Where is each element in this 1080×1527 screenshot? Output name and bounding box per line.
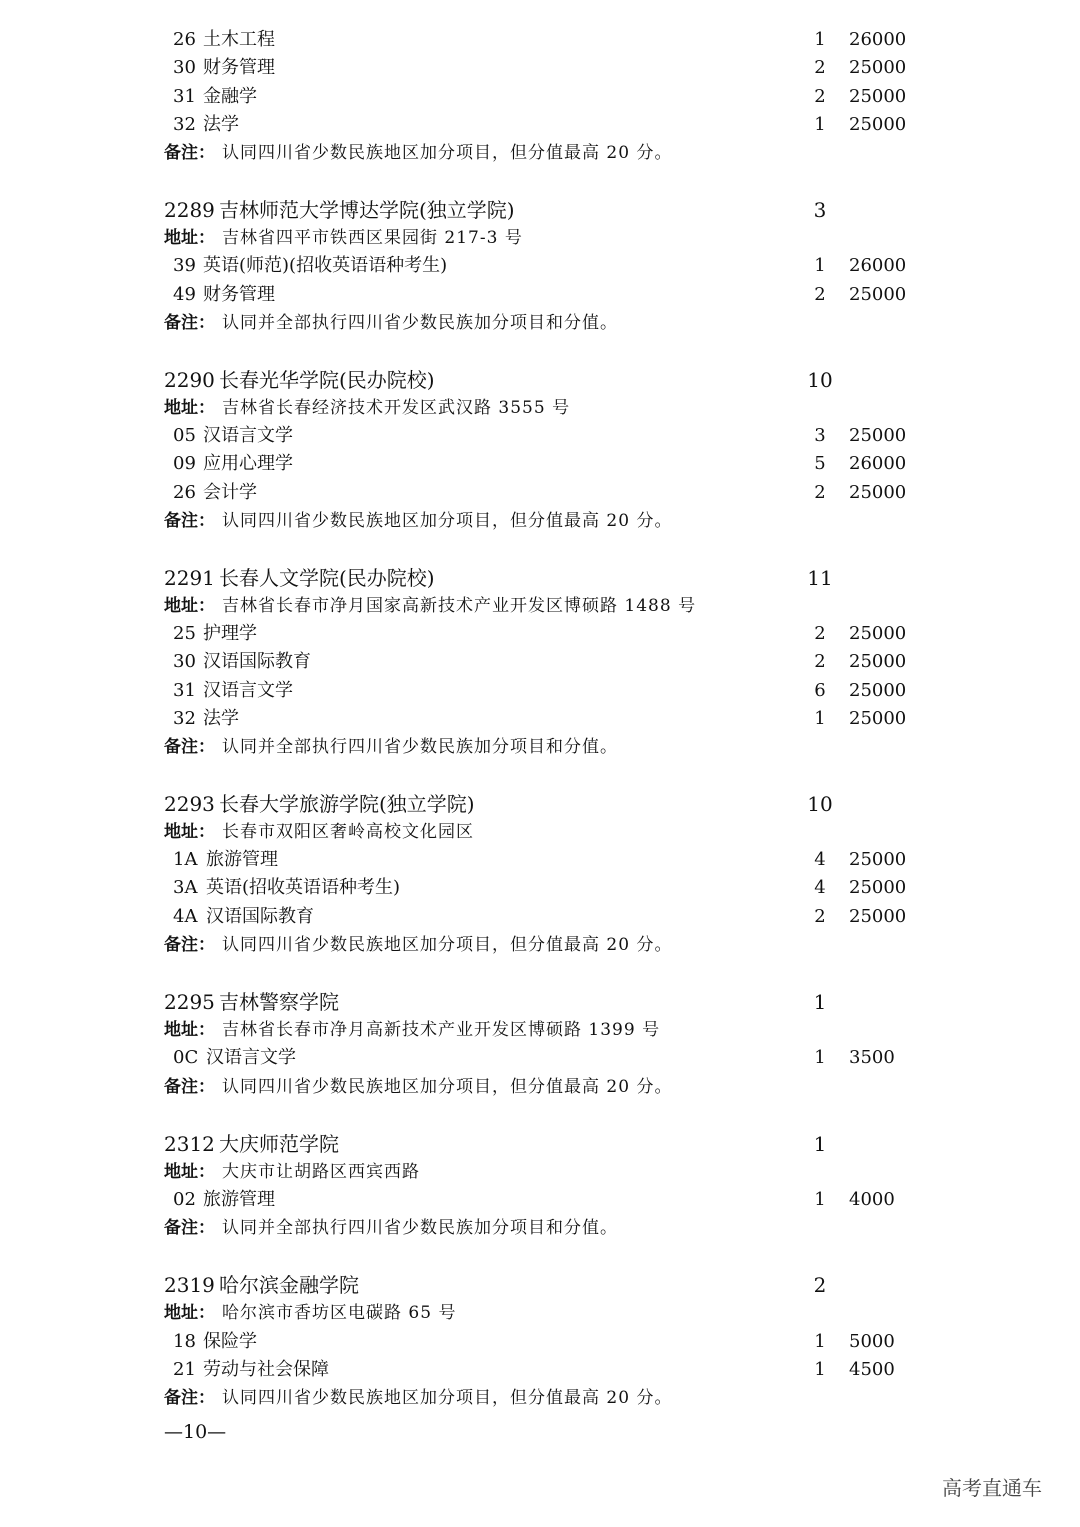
- remark-label: 备注：: [164, 1077, 215, 1097]
- major-row: [0, 648, 1080, 676]
- major-row: [0, 677, 1080, 705]
- remark-label: 备注：: [164, 1218, 215, 1238]
- major-plan: 3: [814, 425, 826, 446]
- remark-row: [0, 507, 1080, 535]
- address-label: 地址：: [164, 1303, 215, 1323]
- institution-header: [0, 196, 1080, 224]
- watermark: 高考直通车: [942, 1476, 1042, 1500]
- major-name: 财务管理: [203, 57, 275, 78]
- major-row: [0, 111, 1080, 139]
- major-name: 汉语言文学: [206, 1047, 296, 1068]
- major-code: 26: [173, 482, 196, 503]
- address-text: 吉林省长春市净月国家高新技术产业开发区博硕路 1488 号: [222, 596, 697, 616]
- major-fee: 25000: [849, 906, 907, 927]
- major-code: 05: [173, 425, 196, 446]
- major-row: [0, 1186, 1080, 1214]
- remark-text: 认同四川省少数民族地区加分项目，但分值最高 20 分。: [222, 1388, 673, 1408]
- major-code: 09: [173, 453, 196, 474]
- major-name: 英语(招收英语语种考生): [206, 877, 401, 898]
- major-fee: 25000: [849, 708, 907, 729]
- major-code: 02: [173, 1189, 196, 1210]
- major-plan: 2: [814, 906, 826, 927]
- address-label: 地址：: [164, 1020, 215, 1040]
- institution-name: 长春光华学院(民办院校): [219, 368, 435, 392]
- major-row: [0, 1328, 1080, 1356]
- major-code: 30: [173, 651, 196, 672]
- address-row: [0, 592, 1080, 620]
- major-fee: 4500: [849, 1359, 895, 1380]
- major-fee: 25000: [849, 623, 907, 644]
- major-name: 旅游管理: [206, 849, 278, 870]
- address-row: [0, 394, 1080, 422]
- institution-name: 哈尔滨金融学院: [219, 1273, 359, 1297]
- major-row: [0, 874, 1080, 902]
- institution-plan: 11: [807, 566, 833, 590]
- major-name: 汉语国际教育: [203, 651, 311, 672]
- institution-code: 2289: [164, 198, 215, 222]
- major-fee: 26000: [849, 255, 907, 276]
- remark-text: 认同并全部执行四川省少数民族加分项目和分值。: [222, 313, 618, 333]
- major-fee: 25000: [849, 680, 907, 701]
- institution-name: 大庆师范学院: [219, 1132, 339, 1156]
- major-name: 英语(师范)(招收英语语种考生): [203, 255, 448, 276]
- remark-text: 认同四川省少数民族地区加分项目，但分值最高 20 分。: [222, 511, 673, 531]
- major-code: 4A: [173, 906, 198, 927]
- remark-text: 认同四川省少数民族地区加分项目，但分值最高 20 分。: [222, 935, 673, 955]
- major-name: 汉语国际教育: [206, 906, 314, 927]
- institution-header: [0, 790, 1080, 818]
- address-text: 吉林省长春市净月高新技术产业开发区博硕路 1399 号: [222, 1020, 661, 1040]
- address-label: 地址：: [164, 228, 215, 248]
- major-plan: 2: [814, 86, 826, 107]
- major-code: 0C: [173, 1047, 199, 1068]
- remark-text: 认同四川省少数民族地区加分项目，但分值最高 20 分。: [222, 1077, 673, 1097]
- institution-plan: 3: [813, 198, 827, 222]
- major-name: 汉语言文学: [203, 680, 293, 701]
- major-row: [0, 1356, 1080, 1384]
- major-name: 法学: [203, 708, 239, 729]
- major-plan: 6: [814, 680, 826, 701]
- remark-row: [0, 1384, 1080, 1412]
- major-code: 21: [173, 1359, 196, 1380]
- major-plan: 1: [814, 29, 826, 50]
- remark-row: [0, 139, 1080, 167]
- remark-row: [0, 1214, 1080, 1242]
- major-fee: 25000: [849, 114, 907, 135]
- remark-text: 认同并全部执行四川省少数民族加分项目和分值。: [222, 1218, 618, 1238]
- major-row: [0, 26, 1080, 54]
- major-row: [0, 705, 1080, 733]
- major-fee: 25000: [849, 425, 907, 446]
- major-plan: 5: [814, 453, 826, 474]
- institution-plan: 2: [813, 1273, 827, 1297]
- major-plan: 4: [814, 877, 826, 898]
- major-plan: 2: [814, 651, 826, 672]
- remark-label: 备注：: [164, 737, 215, 757]
- institution-header: [0, 1130, 1080, 1158]
- page-number: —10—: [164, 1421, 227, 1443]
- major-code: 3A: [173, 877, 198, 898]
- major-name: 护理学: [203, 623, 257, 644]
- institution-code: 2291: [164, 566, 215, 590]
- major-plan: 4: [814, 849, 826, 870]
- major-row: [0, 83, 1080, 111]
- major-row: [0, 1044, 1080, 1072]
- institution-code: 2290: [164, 368, 215, 392]
- institution-header: [0, 988, 1080, 1016]
- major-fee: 25000: [849, 482, 907, 503]
- major-fee: 25000: [849, 877, 907, 898]
- address-row: [0, 1299, 1080, 1327]
- address-label: 地址：: [164, 1162, 215, 1182]
- major-code: 32: [173, 114, 196, 135]
- major-code: 18: [173, 1331, 196, 1352]
- remark-label: 备注：: [164, 1388, 215, 1408]
- institution-code: 2293: [164, 792, 215, 816]
- remark-row: [0, 733, 1080, 761]
- major-row: [0, 252, 1080, 280]
- major-plan: 1: [814, 1331, 826, 1352]
- major-name: 旅游管理: [203, 1189, 275, 1210]
- institution-code: 2319: [164, 1273, 215, 1297]
- address-row: [0, 224, 1080, 252]
- major-plan: 1: [814, 1189, 826, 1210]
- major-row: [0, 479, 1080, 507]
- address-row: [0, 1158, 1080, 1186]
- major-fee: 26000: [849, 453, 907, 474]
- major-plan: 1: [814, 255, 826, 276]
- remark-text: 认同四川省少数民族地区加分项目，但分值最高 20 分。: [222, 143, 673, 163]
- major-fee: 5000: [849, 1331, 895, 1352]
- institution-plan: 10: [807, 368, 833, 392]
- institution-name: 长春大学旅游学院(独立学院): [219, 792, 475, 816]
- major-row: [0, 620, 1080, 648]
- major-row: [0, 281, 1080, 309]
- address-row: [0, 1016, 1080, 1044]
- institution-name: 吉林警察学院: [219, 990, 339, 1014]
- remark-label: 备注：: [164, 143, 215, 163]
- major-plan: 1: [814, 114, 826, 135]
- major-row: [0, 903, 1080, 931]
- major-fee: 4000: [849, 1189, 895, 1210]
- address-label: 地址：: [164, 398, 215, 418]
- major-row: [0, 450, 1080, 478]
- major-code: 26: [173, 29, 196, 50]
- major-fee: 25000: [849, 57, 907, 78]
- institution-name: 长春人文学院(民办院校): [219, 566, 435, 590]
- major-name: 劳动与社会保障: [203, 1359, 329, 1380]
- address-label: 地址：: [164, 822, 215, 842]
- major-name: 土木工程: [203, 29, 275, 50]
- address-label: 地址：: [164, 596, 215, 616]
- major-name: 法学: [203, 114, 239, 135]
- address-text: 长春市双阳区奢岭高校文化园区: [222, 822, 474, 842]
- major-plan: 2: [814, 482, 826, 503]
- institution-code: 2295: [164, 990, 215, 1014]
- remark-row: [0, 309, 1080, 337]
- institution-plan: 1: [813, 990, 827, 1014]
- remark-text: 认同并全部执行四川省少数民族加分项目和分值。: [222, 737, 618, 757]
- major-code: 31: [173, 680, 196, 701]
- major-name: 金融学: [203, 86, 257, 107]
- institution-code: 2312: [164, 1132, 215, 1156]
- institution-header: [0, 366, 1080, 394]
- major-fee: 26000: [849, 29, 907, 50]
- major-code: 32: [173, 708, 196, 729]
- major-name: 财务管理: [203, 284, 275, 305]
- address-text: 哈尔滨市香坊区电碳路 65 号: [222, 1303, 457, 1323]
- major-code: 30: [173, 57, 196, 78]
- major-code: 25: [173, 623, 196, 644]
- major-code: 39: [173, 255, 196, 276]
- major-row: [0, 846, 1080, 874]
- major-fee: 25000: [849, 849, 907, 870]
- institution-header: [0, 564, 1080, 592]
- major-name: 汉语言文学: [203, 425, 293, 446]
- remark-label: 备注：: [164, 313, 215, 333]
- major-plan: 1: [814, 708, 826, 729]
- major-code: 49: [173, 284, 196, 305]
- major-code: 1A: [173, 849, 198, 870]
- institution-plan: 10: [807, 792, 833, 816]
- major-row: [0, 422, 1080, 450]
- remark-row: [0, 1073, 1080, 1101]
- address-row: [0, 818, 1080, 846]
- remark-row: [0, 931, 1080, 959]
- address-text: 吉林省四平市铁西区果园街 217-3 号: [222, 228, 523, 248]
- major-name: 保险学: [203, 1331, 257, 1352]
- remark-label: 备注：: [164, 511, 215, 531]
- major-row: [0, 54, 1080, 82]
- major-plan: 2: [814, 284, 826, 305]
- institution-plan: 1: [813, 1132, 827, 1156]
- remark-label: 备注：: [164, 935, 215, 955]
- major-fee: 3500: [849, 1047, 895, 1068]
- major-name: 会计学: [203, 482, 257, 503]
- major-fee: 25000: [849, 284, 907, 305]
- institution-name: 吉林师范大学博达学院(独立学院): [219, 198, 515, 222]
- address-text: 吉林省长春经济技术开发区武汉路 3555 号: [222, 398, 571, 418]
- major-name: 应用心理学: [203, 453, 293, 474]
- institution-header: [0, 1271, 1080, 1299]
- major-plan: 1: [814, 1359, 826, 1380]
- major-fee: 25000: [849, 86, 907, 107]
- major-plan: 1: [814, 1047, 826, 1068]
- major-plan: 2: [814, 623, 826, 644]
- major-fee: 25000: [849, 651, 907, 672]
- major-plan: 2: [814, 57, 826, 78]
- major-code: 31: [173, 86, 196, 107]
- address-text: 大庆市让胡路区西宾西路: [222, 1162, 420, 1182]
